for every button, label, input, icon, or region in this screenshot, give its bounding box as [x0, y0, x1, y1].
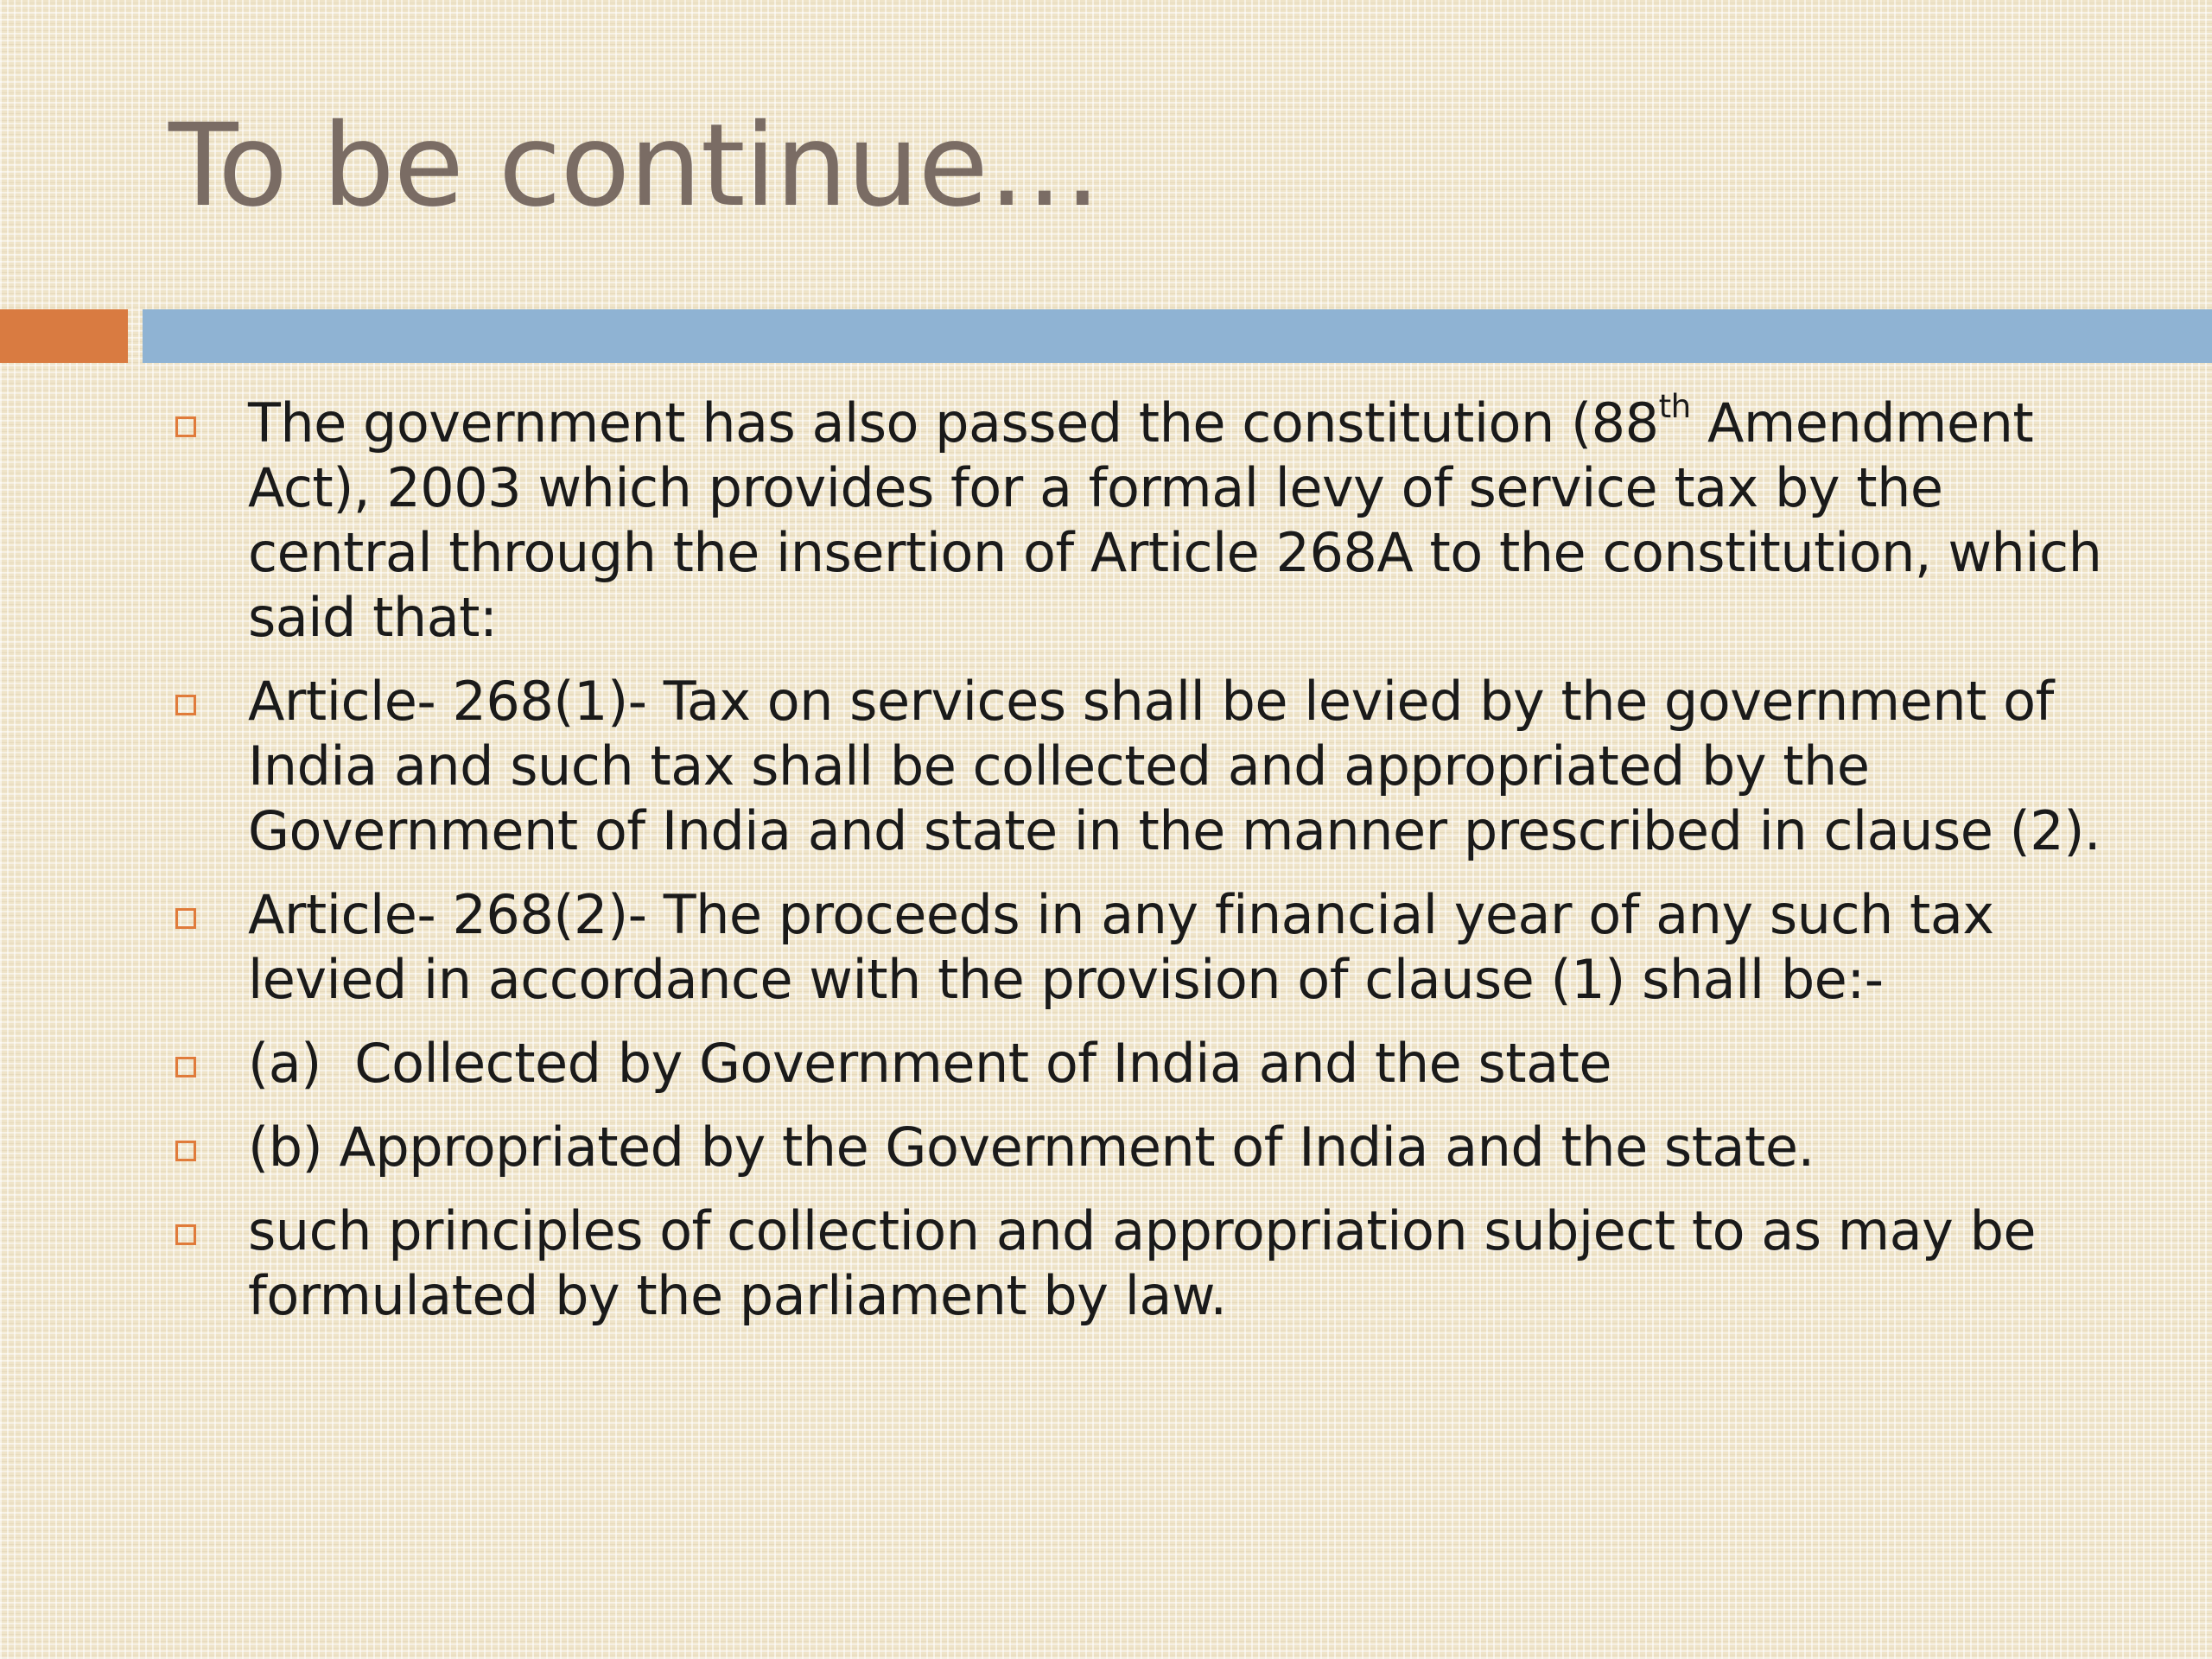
- square-bullet-icon: [175, 1141, 196, 1161]
- bullet-article-268-2: [168, 882, 2121, 1012]
- accent-bar-blue: [143, 309, 2212, 363]
- bullet-text: (b) Appropriated by the Government of India and the state.: [248, 1116, 1815, 1179]
- bullet-article-268-1: [168, 669, 2121, 863]
- slide-content: [168, 387, 2121, 1347]
- square-bullet-icon: [175, 1224, 196, 1245]
- bullet-amendment: [168, 387, 2121, 650]
- bullet-text: Article- 268(1)- Tax on services shall be levied by the government of India and such tax shall be collected and appropriated by the Government of India and state in the manner prescribed in clause (2).: [248, 670, 2101, 862]
- square-bullet-icon: [175, 416, 196, 437]
- square-bullet-icon: [175, 908, 196, 929]
- bullet-principles: [168, 1198, 2121, 1328]
- slide-title: To be continue…: [168, 99, 1101, 232]
- accent-bar-orange: [0, 309, 128, 363]
- bullet-list: [168, 387, 2121, 1328]
- bullet-text: The government has also passed the constitution (88th Amendment Act), 2003 which provides for a formal levy of service tax by the central through the insertion of Article 268A to the constitution, which said that:: [248, 387, 2102, 649]
- bullet-text: (a) Collected by Government of India and the state: [248, 1032, 1612, 1095]
- bullet-text: Article- 268(2)- The proceeds in any financial year of any such tax levied in accordance with the provision of clause (1) shall be:-: [248, 883, 1994, 1011]
- bullet-text: such principles of collection and appropriation subject to as may be formulated by the parliament by law.: [248, 1199, 2037, 1327]
- bullet-clause-a: [168, 1031, 2121, 1096]
- bullet-clause-b: [168, 1115, 2121, 1179]
- square-bullet-icon: [175, 1057, 196, 1077]
- square-bullet-icon: [175, 695, 196, 715]
